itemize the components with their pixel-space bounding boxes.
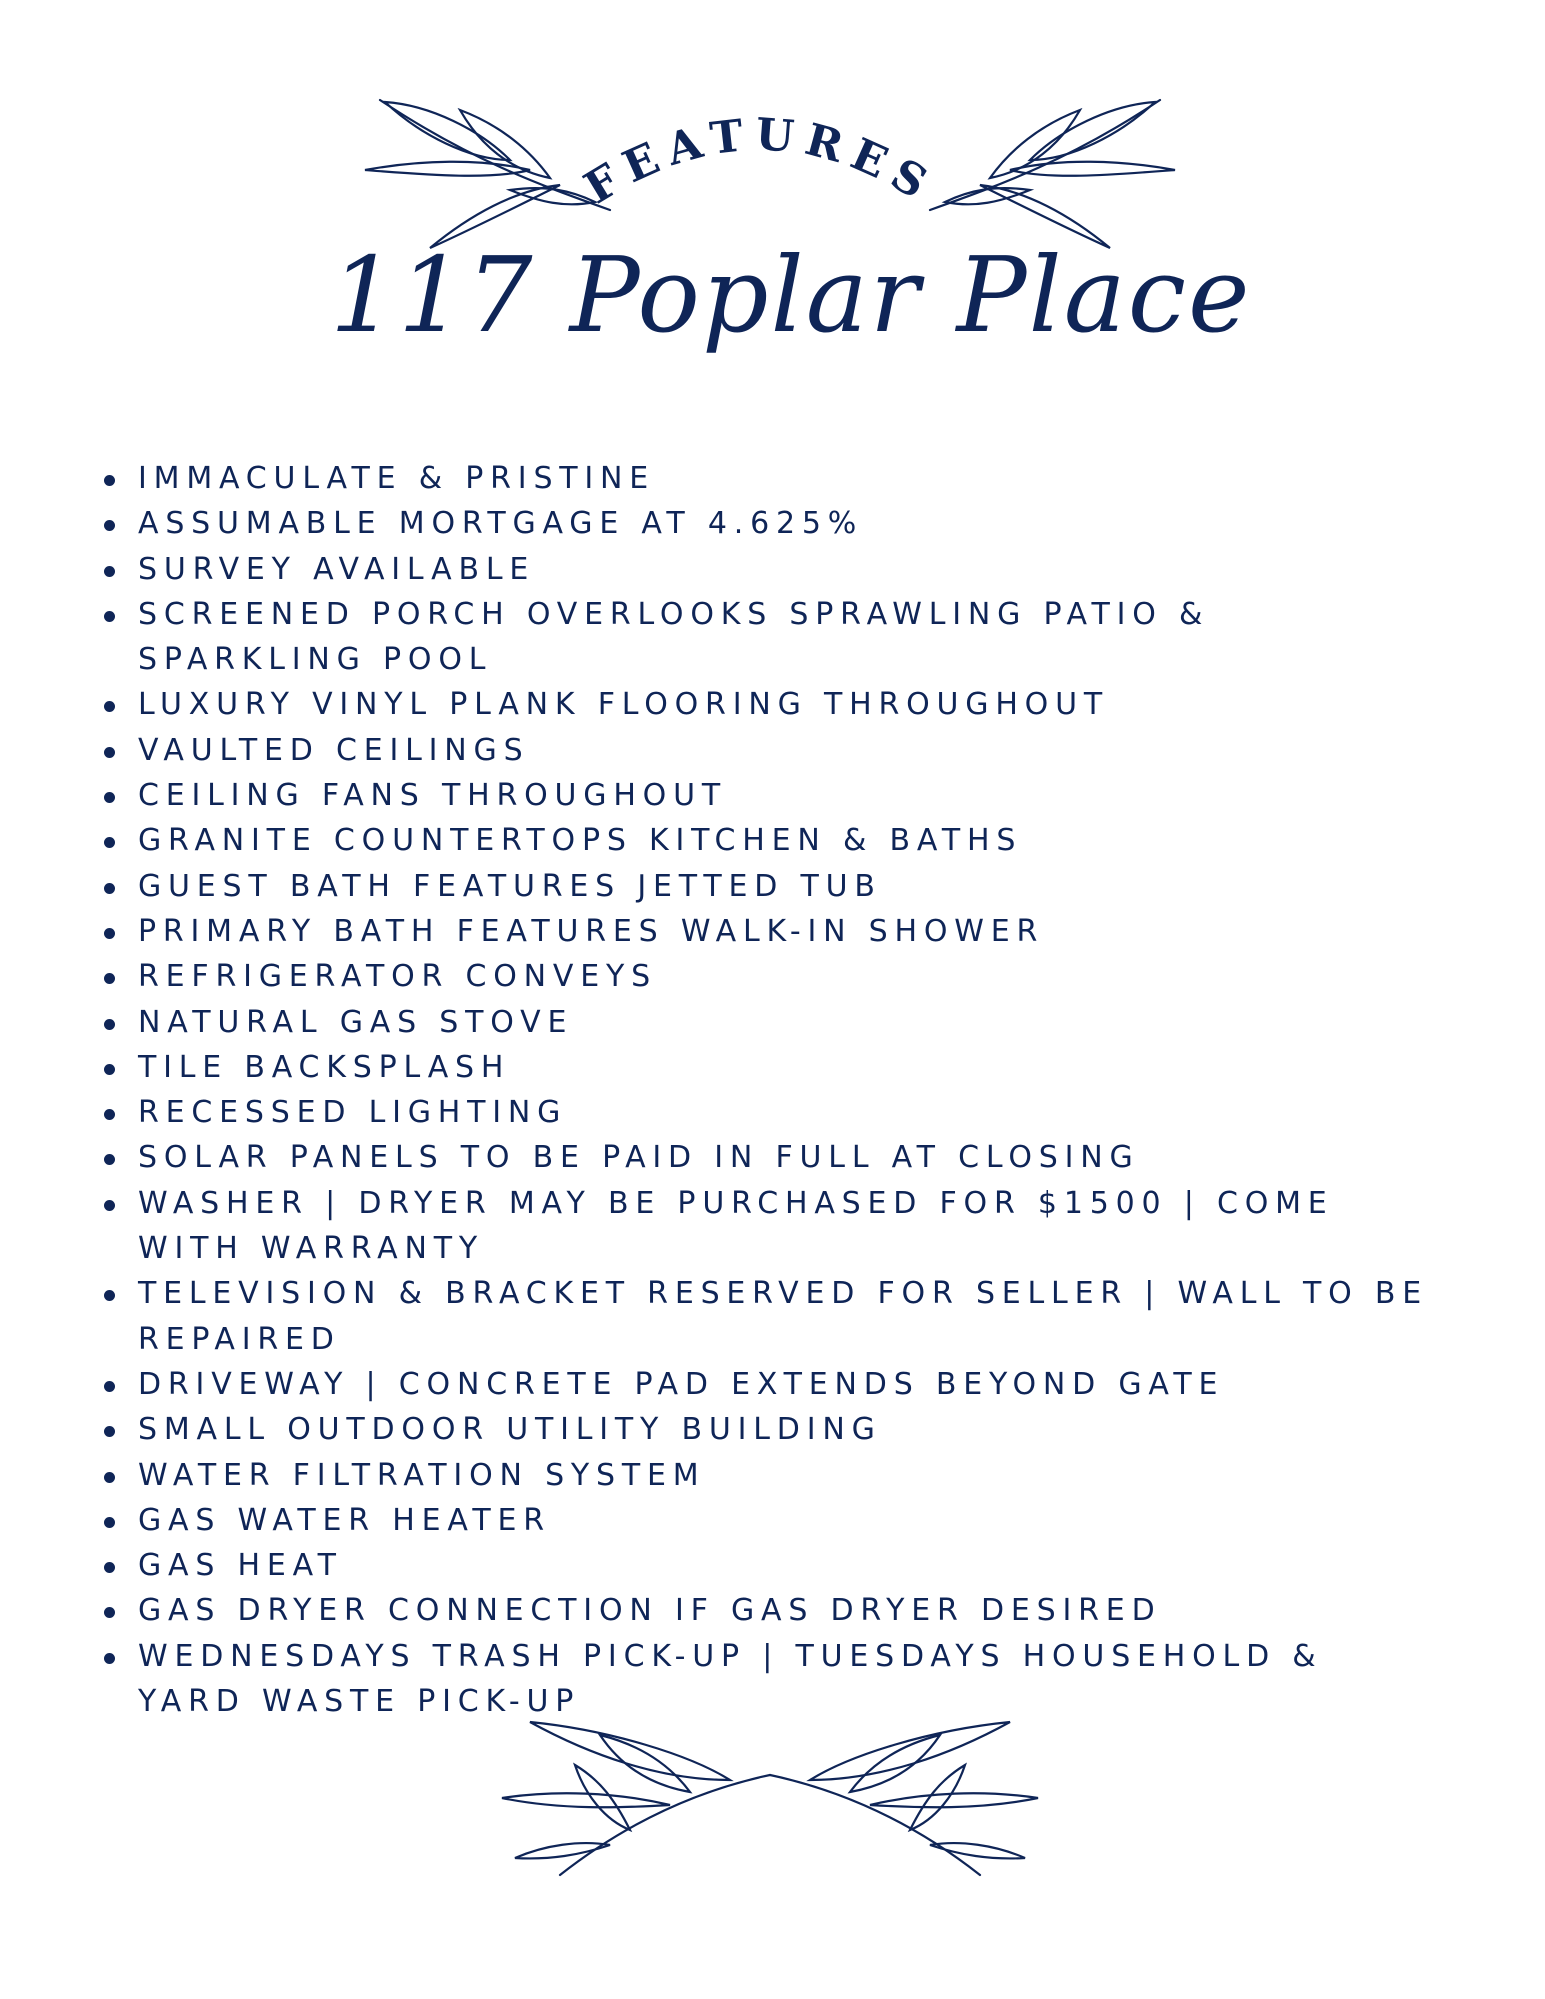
feature-list xyxy=(100,456,1440,1724)
bullet-icon xyxy=(104,883,115,894)
bullet-icon xyxy=(104,475,115,486)
bullet-icon xyxy=(104,1607,115,1618)
feature-item xyxy=(100,909,1440,954)
feature-item xyxy=(100,1271,1440,1362)
feature-item xyxy=(100,1634,1440,1725)
feature-text: ASSUMABLE MORTGAGE AT 4.625% xyxy=(138,506,864,542)
feature-item xyxy=(100,1362,1440,1407)
feature-text: GAS HEAT xyxy=(138,1548,343,1584)
feature-item xyxy=(100,954,1440,999)
bullet-icon xyxy=(104,1064,115,1075)
feature-text: GRANITE COUNTERTOPS KITCHEN & BATHS xyxy=(138,823,1023,859)
features-heading-text: FEATURES xyxy=(575,110,945,215)
bullet-icon xyxy=(104,1290,115,1301)
feature-text: WASHER | DRYER MAY BE PURCHASED FOR $1500 | COME WITH WARRANTY xyxy=(138,1185,1334,1267)
bullet-icon xyxy=(104,1019,115,1030)
feature-item xyxy=(100,1181,1440,1272)
feature-text: GUEST BATH FEATURES JETTED TUB xyxy=(138,868,882,904)
feature-text: REFRIGERATOR CONVEYS xyxy=(138,959,657,995)
bottom-leaf-branch-icon xyxy=(500,1720,1040,1890)
feature-item xyxy=(100,818,1440,863)
feature-item xyxy=(100,864,1440,909)
feature-text: TELEVISION & BRACKET RESERVED FOR SELLER | WALL TO BE REPAIRED xyxy=(138,1276,1429,1357)
bullet-icon xyxy=(104,928,115,939)
feature-text: DRIVEWAY | CONCRETE PAD EXTENDS BEYOND GATE xyxy=(138,1366,1225,1402)
bullet-icon xyxy=(104,611,115,622)
svg-text:FEATURES xyxy=(576,110,944,214)
feature-item xyxy=(100,773,1440,818)
feature-item xyxy=(100,1543,1440,1588)
bullet-icon xyxy=(104,566,115,577)
feature-item xyxy=(100,592,1440,683)
feature-text: VAULTED CEILINGS xyxy=(138,732,530,768)
feature-text: GAS DRYER CONNECTION IF GAS DRYER DESIRED xyxy=(138,1593,1162,1629)
bullet-icon xyxy=(104,1472,115,1483)
feature-text: GAS WATER HEATER xyxy=(138,1502,551,1538)
feature-text: RECESSED LIGHTING xyxy=(138,1095,568,1131)
feature-text: PRIMARY BATH FEATURES WALK-IN SHOWER xyxy=(138,913,1045,949)
feature-item xyxy=(100,1407,1440,1452)
feature-item xyxy=(100,728,1440,773)
bullet-icon xyxy=(104,701,115,712)
feature-item xyxy=(100,1588,1440,1633)
features-heading xyxy=(560,110,960,230)
feature-item xyxy=(100,1453,1440,1498)
feature-item xyxy=(100,1045,1440,1090)
feature-item xyxy=(100,1498,1440,1543)
feature-text: NATURAL GAS STOVE xyxy=(138,1004,574,1040)
bullet-icon xyxy=(104,520,115,531)
feature-text: SCREENED PORCH OVERLOOKS SPRAWLING PATIO & SPARKLING POOL xyxy=(138,596,1210,678)
feature-text: SMALL OUTDOOR UTILITY BUILDING xyxy=(138,1412,882,1448)
feature-text: CEILING FANS THROUGHOUT xyxy=(138,778,727,814)
bullet-icon xyxy=(104,1381,115,1392)
feature-item xyxy=(100,682,1440,727)
bullet-icon xyxy=(104,1154,115,1165)
bullet-icon xyxy=(104,792,115,803)
feature-text: SOLAR PANELS TO BE PAID IN FULL AT CLOSING xyxy=(138,1140,1140,1176)
feature-text: SURVEY AVAILABLE xyxy=(138,551,536,587)
address-title: 117 Poplar Place xyxy=(330,234,1252,356)
feature-item xyxy=(100,501,1440,546)
feature-text: WEDNESDAYS TRASH PICK-UP | TUESDAYS HOUSEHOLD & YARD WASTE PICK-UP xyxy=(138,1638,1323,1720)
bullet-icon xyxy=(104,747,115,758)
bullet-icon xyxy=(104,1200,115,1211)
bullet-icon xyxy=(104,973,115,984)
feature-item xyxy=(100,1135,1440,1180)
feature-item xyxy=(100,456,1440,501)
feature-text: WATER FILTRATION SYSTEM xyxy=(138,1457,706,1493)
feature-text: TILE BACKSPLASH xyxy=(138,1049,511,1085)
bullet-icon xyxy=(104,1109,115,1120)
bullet-icon xyxy=(104,1426,115,1437)
bullet-icon xyxy=(104,1562,115,1573)
feature-item xyxy=(100,1090,1440,1135)
feature-text: LUXURY VINYL PLANK FLOORING THROUGHOUT xyxy=(138,687,1109,723)
feature-text: IMMACULATE & PRISTINE xyxy=(138,461,656,496)
feature-item xyxy=(100,547,1440,592)
feature-item xyxy=(100,1000,1440,1045)
bullet-icon xyxy=(104,837,115,848)
bullet-icon xyxy=(104,1653,115,1664)
bullet-icon xyxy=(104,1517,115,1528)
